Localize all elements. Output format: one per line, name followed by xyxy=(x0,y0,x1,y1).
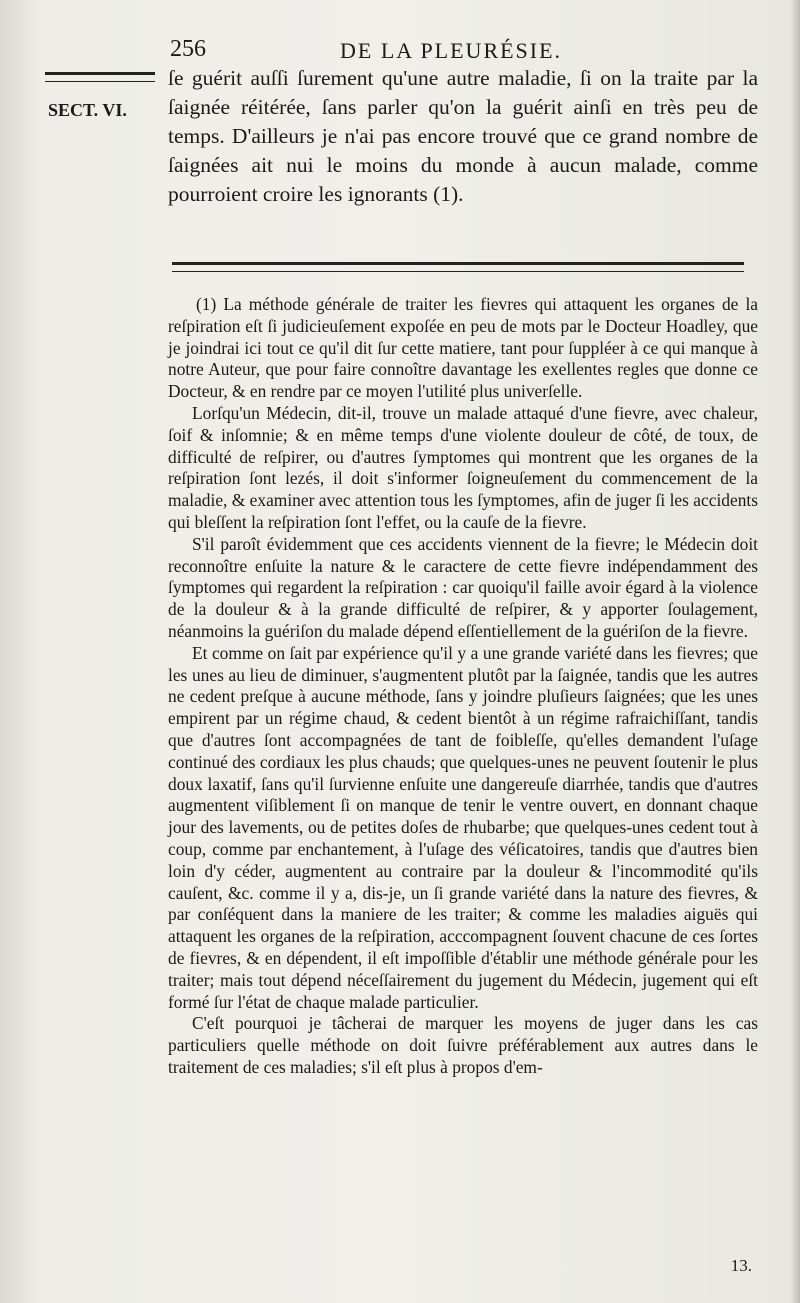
footnote-paragraph: Et comme on ſait par expérience qu'il y a une grande variété dans les fievres; que les unes au lieu de diminuer, s'augmentent plutôt par la ſaignée, tandis que les autres ne cedent preſque à aucune méthode, ſans y joindre pluſieurs ſaignées; que les unes empirent par un régime chaud, & cedent bientôt à un régime rafraichiſſant, tandis que d'autres ſont accompagnées de tant de foibleſſe, qu'elles demandent l'uſage continué des cordiaux les plus chauds; que quelques-unes ne peuvent ſoutenir le plus doux laxatif, ſans qu'il ſurvienne enſuite une dangereuſe diarrhée, tandis que d'autres augmentent viſiblement ſi on manque de tenir le ventre ouvert, en donnant chaque jour des lavements, ou de petites doſes de rhubarbe; que quelques-unes cedent tout à coup, comme par enchantement, à l'uſage des véſicatoires, tandis que d'autres bien loin d'y céder, augmentent au contraire par la douleur & l'incommodité qu'ils cauſent, &c. comme il y a, dis-je, un ſi grande variété dans la nature des fievres, & par conſéquent dans la maniere de les traiter; & comme les maladies aiguës qui attaquent les organes de la reſpiration, acccompagnent ſouvent chacune de ces ſortes de fievres, & en dépendent, il eſt impoſſible d'établir une méthode générale pour les traiter; mais tout dépend néceſſairement du jugement du Médecin, jugement qui eſt formé ſur l'état de chaque malade particulier. xyxy=(168,642,758,1012)
section-label: SECT. VI. xyxy=(48,100,127,120)
footnote-rule xyxy=(172,262,744,272)
footnote-paragraph: Lorſqu'un Médecin, dit-il, trouve un malade attaqué d'une fievre, avec chaleur, ſoif & inſomnie; & en même temps d'une violente douleur de côté, de toux, de difficulté de reſpirer, ou d'autres ſymptomes qui montrent que les organes de la reſpiration ſont lezés, il doit s'informer ſoigneuſement du commencement de la maladie, & examiner avec attention tous les ſymptomes, afin de juger ſi les accidents qui bleſſent la reſpiration ſont l'effet, ou la cauſe de la fievre. xyxy=(168,402,758,532)
running-head: DE LA PLEURÉSIE. xyxy=(340,38,563,63)
main-paragraph: ſe guérit auſſi ſurement qu'une autre maladie, ſi on la traite par la ſaignée réitérée, ſans parler qu'on la guérit ainſi en très peu de temps. D'ailleurs je n'ai pas encore trouvé que ce grand nombre de ſaignées ait nui le moins du monde à aucun malade, comme pourroient croire les ignorants (1). xyxy=(168,66,758,206)
main-body-text xyxy=(168,64,758,209)
footnote-paragraph: S'il paroît évidemment que ces accidents viennent de la fievre; le Médecin doit reconnoître enſuite la nature & le caractere de cette fievre indépendamment des ſymptomes qui regardent la reſpiration : car quoiqu'il faille avoir égard à la violence de la douleur & à la grande difficulté de reſpirer, & y apporter ſoulagement, néanmoins la guériſon du malade dépend eſſentiellement de la guériſon de la fievre. xyxy=(168,533,758,641)
footnotes xyxy=(168,294,758,1079)
page-number: 256 xyxy=(170,36,206,62)
margin-rule xyxy=(45,72,155,82)
footnote-paragraph: C'eſt pourquoi je tâcherai de marquer les moyens de juger dans les cas particuliers quelle méthode on doit ſuivre préférablement aux autres dans le traitement de ces maladies; s'il eſt plus à propos d'em- xyxy=(168,1013,758,1077)
catchword: 13. xyxy=(730,1256,752,1275)
footnote-paragraph: (1) La méthode générale de traiter les fievres qui attaquent les organes de la reſpiration eſt ſi judicieuſement expoſée en peu de mots par le Docteur Hoadley, que je joindrai ici tout ce qu'il dit ſur cette matiere, tant pour ſuppléer à ce qui manque à notre Auteur, que pour faire connoître davantage les exellentes regles que donne ce Docteur, & en rendre par ce moyen l'utilité plus univerſelle. xyxy=(168,294,758,402)
